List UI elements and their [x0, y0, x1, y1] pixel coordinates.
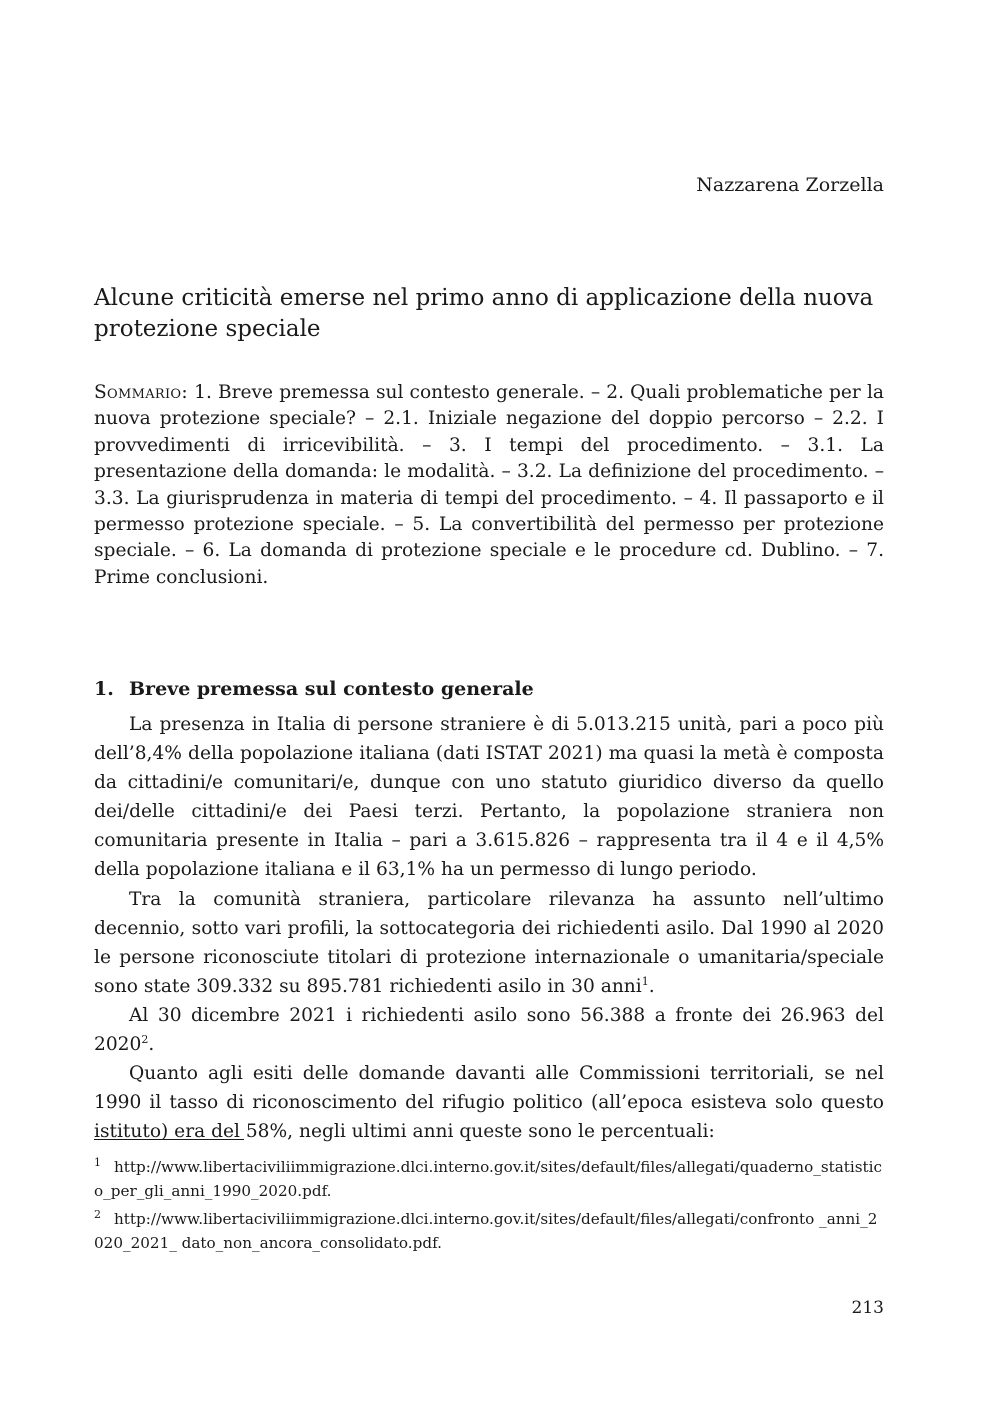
- footnote-1: 1 http://www.libertaciviliimmigrazione.dlci.interno.gov.it/sites/default/files/allegati/quaderno_statistico_per_gli_anni_1990_2020.pdf.: [94, 1155, 883, 1200]
- paragraph: [94, 710, 884, 885]
- footnote-ref-2[interactable]: 2: [141, 1032, 149, 1046]
- paragraph-2-end: .: [648, 975, 655, 997]
- summary: [94, 380, 884, 591]
- footnote-link[interactable]: http://www.libertaciviliimmigrazione.dlci.interno.gov.it/sites/default/files/allegati/confronto _anni_2020_2021_ dato_non_ancora_consolidato.pdf.: [94, 1210, 878, 1252]
- paragraph: [94, 885, 884, 1001]
- page-number: 213: [851, 1298, 884, 1318]
- page: [94, 0, 884, 1412]
- section-heading: [94, 676, 884, 702]
- paragraph-3-end: .: [148, 1034, 155, 1056]
- footnote-divider: [94, 1139, 244, 1140]
- paragraph: [94, 1001, 884, 1059]
- paragraph-1-text: La presenza in Italia di persone straniere è di 5.013.215 unità, pari a poco più dell’8,4% della popolazione italiana (dati ISTAT 2021) ma quasi la metà è composta da cittadini/e comunitari/e, dunque con uno statuto giuridico diverso da quello dei/delle cittadini/e dei Paesi terzi. Pertanto, la popolazione straniera non comunitaria presente in Italia – pari a 3.615.826 – rappresenta tra il 4 e il 4,5% della popolazione italiana e il 63,1% ha un permesso di lungo periodo.: [94, 714, 884, 881]
- paragraph-4-text: Quanto agli esiti delle domande davanti alle Commissioni territoriali, se nel 1990 il tasso di riconoscimento del rifugio politico (all’epoca esisteva solo questo istituto) era del 58%, negli ultimi anni queste sono le percentuali:: [94, 1063, 884, 1143]
- footnote-link[interactable]: http://www.libertaciviliimmigrazione.dlci.interno.gov.it/sites/default/files/allegati/quaderno_statistico_per_gli_anni_1990_2020.pdf.: [94, 1158, 883, 1200]
- body-text: [94, 710, 884, 1146]
- article-title: Alcune criticità emerse nel primo anno di applicazione della nuova protezione speciale: [94, 285, 874, 342]
- footnote-2: 2 http://www.libertaciviliimmigrazione.dlci.interno.gov.it/sites/default/files/allegati/confronto _anni_2020_2021_ dato_non_ancora_consolidato.pdf.: [94, 1207, 878, 1252]
- paragraph-3-text: Al 30 dicembre 2021 i richiedenti asilo sono 56.388 a fronte dei 26.963 del 2020: [94, 1004, 884, 1056]
- section-title: Breve premessa sul contesto generale: [129, 678, 534, 700]
- section-number: 1.: [94, 678, 114, 700]
- paragraph: [94, 1059, 884, 1146]
- author-name: Nazzarena Zorzella: [696, 174, 884, 196]
- summary-label: Sommario:: [94, 382, 188, 403]
- footnote-ref-1[interactable]: 1: [641, 974, 649, 988]
- paragraph-2-text: Tra la comunità straniera, particolare rilevanza ha assunto nell’ultimo decennio, sotto vari profili, la sottocategoria dei richiedenti asilo. Dal 1990 al 2020 le persone riconosciute titolari di protezione internazionale o umanitaria/speciale sono state 309.332 su 895.781 richiedenti asilo in 30 anni: [94, 888, 884, 997]
- summary-text: 1. Breve premessa sul contesto generale. – 2. Quali problematiche per la nuova protezione speciale? – 2.1. Iniziale negazione del doppio percorso – 2.2. I provvedimenti di irricevibilità. – 3. I tempi del procedimento. – 3.1. La presentazione della domanda: le modalità. – 3.2. La definizione del procedimento. – 3.3. La giurisprudenza in materia di tempi del procedimento. – 4. Il passaporto e il permesso protezione speciale. – 5. La convertibilità del permesso per protezione speciale. – 6. La domanda di protezione speciale e le procedure cd. Dublino. – 7. Prime conclusioni.: [94, 382, 884, 588]
- footnotes: [94, 1155, 884, 1259]
